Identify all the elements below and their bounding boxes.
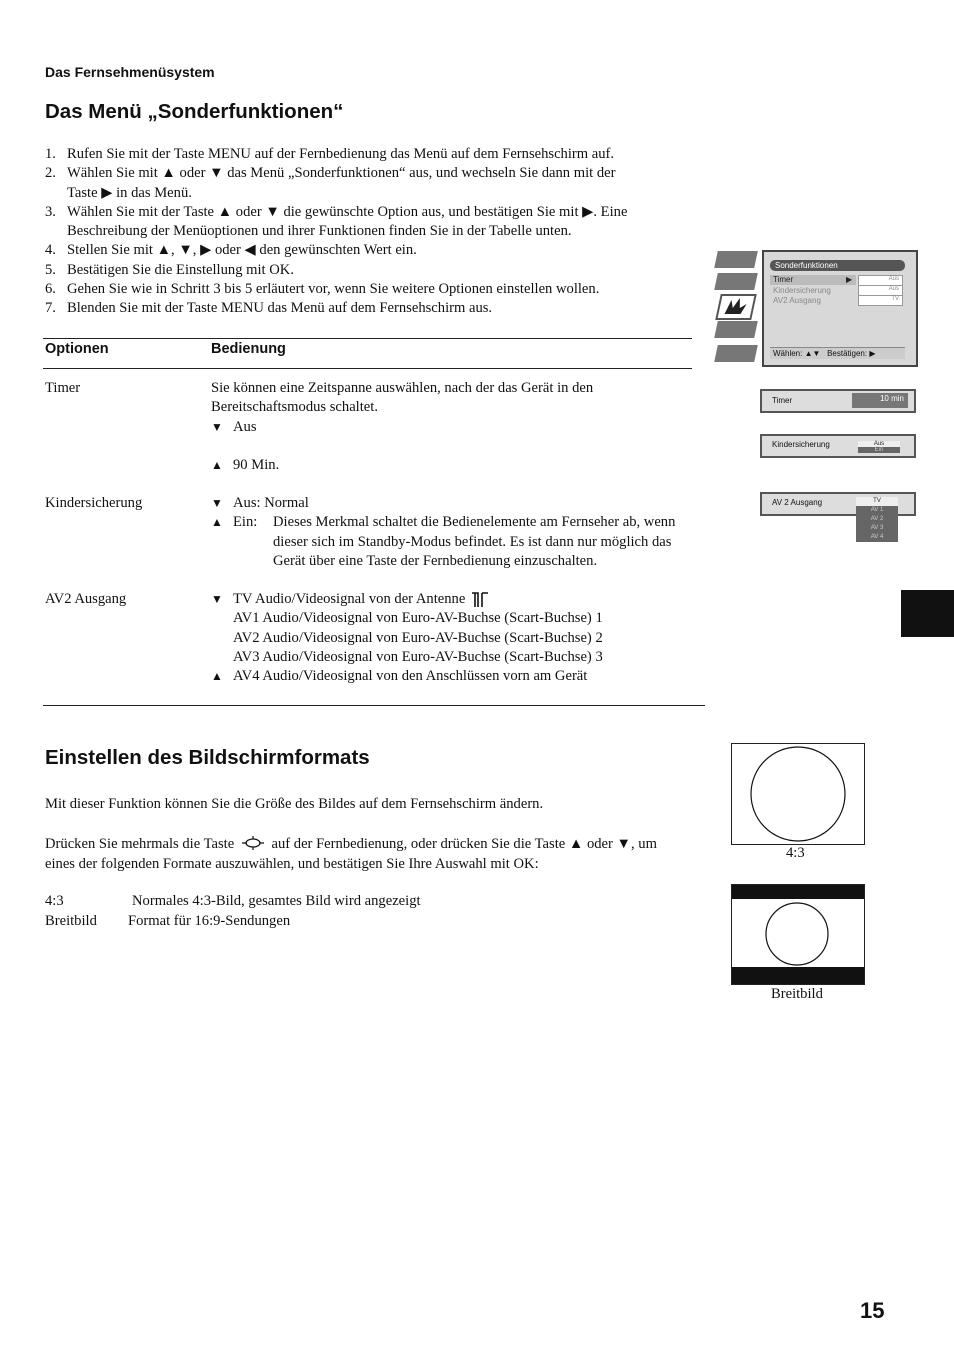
antenna-icon <box>471 592 489 608</box>
av2-dropdown: TV AV 1 AV 2 AV 3 AV 4 <box>856 497 898 542</box>
format-item-43: 4:3 Normales 4:3-Bild, gesamtes Bild wird angezeigt <box>45 893 421 909</box>
up-arrow-icon: ▲ <box>211 669 223 684</box>
format-list <box>45 892 710 931</box>
up-arrow-icon: ▲ <box>211 458 223 473</box>
picture-menu-icon <box>714 251 758 268</box>
tv-menu-value-3: TV <box>858 295 903 306</box>
option-kindersicherung: Kindersicherung <box>45 495 143 511</box>
format-43-caption: 4:3 <box>786 845 805 861</box>
down-arrow-icon: ▼ <box>211 419 223 434</box>
screen-format-button-icon <box>241 836 265 850</box>
format-43-illustration <box>731 743 865 845</box>
tv-menu-value-1: Aus <box>858 275 903 286</box>
sound-menu-icon <box>714 273 758 290</box>
setup-menu-icon <box>714 321 758 338</box>
tv-menu-item-kinder: Kindersicherung <box>773 286 831 295</box>
step-1: 1. Rufen Sie mit der Taste MENU auf der Fernbedienung das Menü auf dem Fernsehschirm auf. <box>45 146 615 162</box>
section-label: Das Fernsehmenüsystem <box>45 64 215 80</box>
instruction-steps <box>45 145 710 319</box>
page-number: 15 <box>860 1298 885 1323</box>
table-top-rule <box>43 338 692 339</box>
right-arrow-icon: ▶ <box>846 275 853 284</box>
kinder-setting-bar: Kindersicherung Aus Ein <box>760 434 916 458</box>
timer-description: Sie können eine Zeitspanne auswählen, nach der das Gerät in den Bereitschaftsmodus schaltet. ▼ Aus ▲ 90 Min. <box>211 379 711 475</box>
tv-menu-screenshot <box>762 250 918 367</box>
settings-menu-icon <box>714 345 758 362</box>
tv-menu-item-timer: Timer <box>773 275 794 284</box>
timer-value: 10 min <box>852 393 908 408</box>
up-arrow-icon: ▲ <box>211 515 223 530</box>
step-4: 4. Stellen Sie mit ▲, ▼, ▶ oder ◀ den gewünschten Wert ein. <box>45 242 417 259</box>
tv-menu-footer: Wählen: ▲▼ Bestätigen: ▶ <box>770 347 905 359</box>
timer-setting-bar: Timer 10 min <box>760 389 916 413</box>
format-instructions: Drücken Sie mehrmals die Taste auf der Fernbedienung, oder drücken Sie die Taste ▲ oder ▼, um eines der folgenden Formate auszuwählen, und bestätigen Sie Ihre Auswahl mit OK: <box>45 836 657 872</box>
format-item-wide: Breitbild Format für 16:9-Sendungen <box>45 912 291 929</box>
option-timer: Timer <box>45 380 81 396</box>
step-6: 6. Gehen Sie wie in Schritt 3 bis 5 erläutert vor, wenn Sie weitere Optionen einstellen wollen. <box>45 281 600 298</box>
av2-description: ▼ TV Audio/Videosignal von der Antenne AV1 Audio/Videosignal von Euro-AV-Buchse (Scart-Buchse) 1 AV2 Audio/Videosignal von Euro-AV-Buchse (Scart-Buchse) 2 AV3 Audio/Videosignal von Euro-AV-Buchse (Scart-Buchse) 3 ▲ AV4 Audio/Videosignal von den Anschlüssen vorn am Gerät <box>211 590 711 686</box>
step-3: 3. Wählen Sie mit der Taste ▲ oder ▼ die gewünschte Option aus, und bestätigen Sie mit ▶. Eine Beschreibung der Menüoptionen und ihrer Funktionen finden Sie in der Tabelle unten. <box>45 203 628 240</box>
down-arrow-icon: ▼ <box>211 496 223 510</box>
table-header-options: Optionen <box>45 341 109 357</box>
table-header-rule <box>43 368 692 369</box>
chapter-tab <box>901 590 954 637</box>
section-title-format: Einstellen des Bildschirmformats <box>45 746 370 769</box>
kinder-description: ▼ Aus: Normal ▲ Ein: Dieses Merkmal schaltet die Bedienelemente am Fernseher ab, wenn dieser sich im Standby-Modus befindet. Es ist dann nur möglich das Gerät über eine Taste der Fernbedienung einzuschalten. <box>211 495 676 569</box>
tv-menu-item-av2: AV2 Ausgang <box>773 296 821 305</box>
table-bottom-rule <box>43 705 705 706</box>
step-5: 5. Bestätigen Sie die Einstellung mit OK. <box>45 261 294 278</box>
option-av2: AV2 Ausgang <box>45 591 127 607</box>
step-7: 7. Blenden Sie mit der Taste MENU das Menü auf dem Fernsehschirm aus. <box>45 300 493 317</box>
step-2: 2. Wählen Sie mit ▲ oder ▼ das Menü „Sonderfunktionen“ aus, und wechseln Sie dann mit der Taste ▶ in das Menü. <box>45 165 616 201</box>
special-functions-menu-icon <box>715 294 757 320</box>
page-title: Das Menü „Sonderfunktionen“ <box>45 100 344 123</box>
format-wide-caption: Breitbild <box>771 986 823 1002</box>
av2-setting-bar: AV 2 Ausgang TV AV 1 AV 2 AV 3 AV 4 <box>760 492 916 516</box>
format-intro: Mit dieser Funktion können Sie die Größe des Bildes auf dem Fernsehschirm ändern. <box>45 796 544 812</box>
down-arrow-icon: ▼ <box>211 592 223 606</box>
table-header-operation: Bedienung <box>211 341 286 357</box>
format-wide-illustration <box>731 884 865 985</box>
kinder-dropdown: Aus Ein <box>858 441 900 453</box>
tv-menu-value-2: Aus <box>858 285 903 296</box>
tv-menu-header: Sonderfunktionen <box>770 260 905 271</box>
